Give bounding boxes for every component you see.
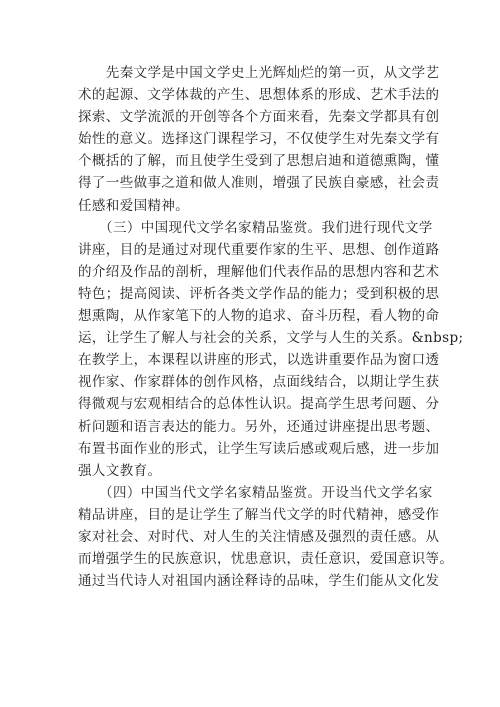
text-line: （三）中国现代文学名家精品鉴赏。我们进行现代文学 (78, 219, 433, 236)
text-line: 个概括的了解，而且使学生受到了思想启迪和道德熏陶，懂 (78, 153, 440, 170)
text-line: 先秦文学是中国文学史上光辉灿烂的第一页，从文学艺 (78, 65, 440, 81)
text-line: 特色；提高阅读、评析各类文学作品的能力；受到积极的思 (78, 285, 440, 302)
text-line: （四）中国当代文学名家精品鉴赏。开设当代文学名家 (78, 484, 433, 501)
text-line: 想熏陶，从作家笔下的人物的追求、奋斗历程，看人物的命 (78, 308, 440, 325)
text-line: 得了一些做事之道和做人准则，增强了民族自豪感，社会责 (78, 175, 440, 192)
text-line: 通过当代诗人对祖国内涵诠释诗的品味，学生们能从文化发 (78, 573, 440, 590)
paragraph-pre-qin-literature (78, 62, 440, 217)
text-line: 家对社会、对时代、对人生的关注情感及强烈的责任感。从 (78, 528, 440, 545)
text-line: 得微观与宏观相结合的总体性认识。提高学生思考问题、分 (78, 396, 440, 413)
text-line: 强人文教育。 (78, 462, 162, 479)
text-line: 任感和爱国精神。 (78, 197, 190, 214)
paragraph-contemporary-literature (78, 482, 454, 592)
text-line: 析问题和语言表达的能力。另外，还通过讲座提出思考题、 (78, 418, 440, 435)
text-line: 视作家、作家群体的创作风格，点面线结合，以期让学生获 (78, 374, 440, 391)
text-line: 始性的意义。选择这门课程学习，不仅使学生对先秦文学有 (78, 131, 440, 148)
text-line: 探索、文学流派的开创等各个方面来看，先秦文学都具有创 (78, 109, 440, 126)
paragraph-modern-literature (78, 217, 464, 482)
text-line: 布置书面作业的形式，让学生写读后感或观后感，进一步加 (78, 440, 440, 457)
text-line: 而增强学生的民族意识，忧患意识，责任意识，爱国意识等。 (78, 551, 454, 568)
document-body (78, 62, 464, 592)
text-line: 精品讲座，目的是让学生了解当代文学的时代精神，感受作 (78, 506, 440, 523)
text-line: 讲座，目的是通过对现代重要作家的生平、思想、创作道路 (78, 241, 440, 258)
text-line: 在教学上，本课程以讲座的形式，以选讲重要作品为窗口透 (78, 352, 440, 369)
text-line: 术的起源、文学体裁的产生、思想体系的形成、艺术手法的 (78, 87, 440, 104)
text-line: 运，让学生了解人与社会的关系，文学与人生的关系。&nbsp; (78, 330, 464, 347)
text-line: 的介绍及作品的剖析，理解他们代表作品的思想内容和艺术 (78, 263, 440, 280)
